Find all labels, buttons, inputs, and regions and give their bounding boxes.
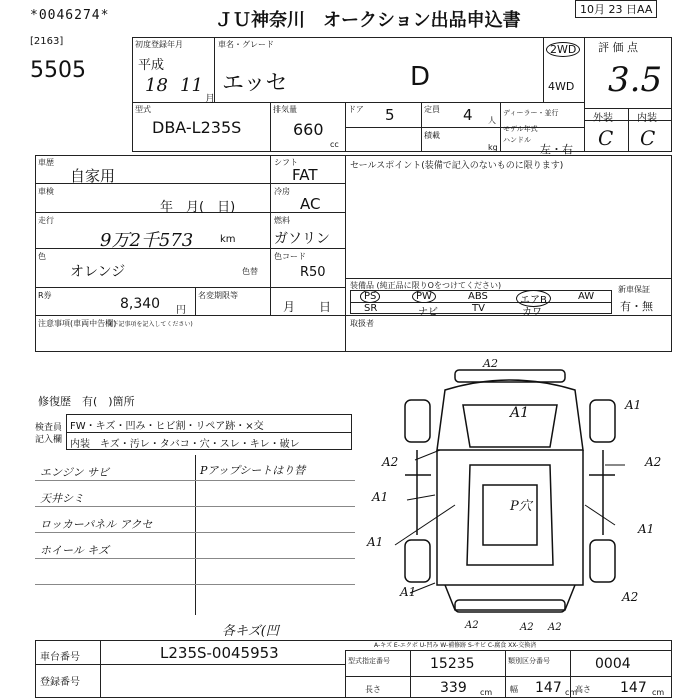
barcode-number: *0046274* (30, 8, 110, 23)
height: 147 (620, 680, 647, 696)
recycle: 8,340 (120, 296, 161, 312)
kg-unit: kg (488, 143, 498, 152)
month-unit: 月 (205, 94, 215, 105)
equip-navi: ナビ (418, 307, 438, 318)
label-color-change: 色替 (242, 267, 258, 276)
mark-right-a2: A2 (548, 622, 562, 633)
era: 平成 (138, 58, 165, 73)
owner-label: 取扱者 (350, 319, 374, 328)
equipment-label: 装備品 (純正品に限りOをつけてください) (350, 281, 502, 290)
unit-height: cm (652, 688, 665, 697)
label-name-change: 名変期限等 (198, 291, 238, 300)
equip-aw: AW (578, 291, 595, 302)
equip-ps: PS (360, 290, 380, 303)
label-exterior: 外装 (593, 113, 613, 124)
mark-roof: P穴 (510, 499, 532, 514)
label-name-grade: 車名・グレード (218, 40, 274, 49)
label-fuel: 燃料 (274, 216, 290, 225)
label-doors: ドア (348, 105, 364, 114)
equip-sr: SR (364, 303, 378, 314)
shift: FAT (292, 166, 318, 184)
mark-side-l: A1 (367, 535, 384, 549)
color: オレンジ (70, 264, 126, 280)
label-handle: ハンドル (503, 136, 531, 144)
inspection-keys-row2: 内装 キズ・汚レ・タバコ・穴・スレ・キレ・破レ (70, 439, 300, 450)
document-title: ＪＵ神奈川 オークション出品申込書 (215, 10, 521, 31)
label-seats: 定員 (424, 105, 440, 114)
diagram-bottom-note: 各キズ(凹 (222, 624, 279, 639)
remark-left-4: ホイール キズ (40, 544, 110, 557)
label-dealer: ディーラー・並行 (503, 109, 559, 117)
notes-sub: (下記事項を記入してください) (110, 321, 193, 328)
equip-pw: PW (412, 290, 436, 303)
chassis-number: L235S-0045953 (160, 644, 279, 662)
mark-left-a2: A2 (382, 455, 399, 469)
interior-grade: C (640, 126, 656, 150)
new-car-warranty: 有・無 (620, 300, 653, 313)
reg-year: 18 (145, 75, 168, 96)
label-interior: 内装 (637, 113, 657, 124)
seats-unit: 人 (488, 116, 496, 125)
color-code: R50 (300, 265, 326, 280)
class-number: 0004 (595, 656, 631, 672)
label-length: 長さ (365, 685, 381, 694)
ac: AC (300, 195, 321, 213)
inspection-keys-row1: FW・キズ・凹み・ヒビ割・リペア跡・×交 (70, 421, 264, 432)
model-code: DBA-L235S (152, 118, 242, 137)
seats: 4 (463, 106, 473, 124)
displacement: 660 (293, 120, 324, 139)
mark-bottom-r: A2 (520, 622, 534, 633)
mark-hood: A1 (510, 405, 530, 421)
mark-rear-door: A1 (638, 522, 655, 536)
label-class: 類別区分番号 (508, 657, 550, 665)
drive-4wd: 4WD (548, 80, 575, 93)
mark-top: A2 (483, 357, 498, 370)
fuel: ガソリン (274, 231, 330, 247)
drive-2wd: 2WD (546, 42, 580, 57)
remark-right-1: Pアップシートはり替 (200, 464, 306, 477)
label-cert: 型式指定番号 (348, 657, 390, 665)
yen-unit: 円 (176, 305, 186, 316)
remark-left-3: ロッカーパネル アクセ (40, 518, 153, 531)
cc-unit: cc (330, 140, 339, 149)
new-car-warranty-label: 新車保証 (618, 285, 650, 294)
equip-tv: TV (472, 303, 485, 314)
label-use: 車歴 (38, 158, 54, 167)
label-shift: シフト (274, 158, 298, 167)
mark-door: A1 (372, 490, 389, 504)
label-chassis: 車台番号 (40, 652, 80, 663)
lot-code: [2163] (30, 36, 64, 47)
label-recycle: R券 (38, 291, 52, 300)
mileage: 9万2千573 (100, 230, 194, 251)
inspection: 年 月( 日) (160, 200, 236, 215)
document-date: 10月 23 日AA (575, 0, 657, 18)
car-name: エッセ (222, 71, 288, 96)
label-first-registration: 初度登録年月 (135, 40, 183, 49)
label-ac: 冷房 (274, 187, 290, 196)
width: 147 (535, 680, 562, 696)
reg-month: 11 (180, 75, 203, 96)
entry-label: 記入欄 (35, 435, 63, 445)
label-load: 積載 (424, 131, 440, 140)
label-score: 評 価 点 (598, 41, 638, 54)
handle: 左・右 (540, 143, 573, 156)
length: 339 (440, 680, 467, 696)
label-color: 色 (38, 252, 46, 261)
repair-history: 修復歴 有( )箇所 (38, 395, 135, 408)
label-registration: 登録番号 (40, 677, 80, 688)
label-color-code: 色コード (274, 252, 306, 261)
exterior-grade: C (598, 126, 614, 150)
sales-point-label: セールスポイント(装備で記入のないものに限ります) (350, 161, 564, 171)
km-unit: km (220, 234, 236, 245)
label-model-year: モデル年式 (503, 125, 538, 133)
equip-abs: ABS (468, 291, 488, 302)
label-model: 型式 (135, 105, 151, 114)
mark-fl: A1 (625, 398, 642, 412)
damage-legend: A-キズ E-エクボ U-凹み W-補修跡 S-サビ C-腐食 XX-交換済 (374, 642, 537, 649)
car-grade: D (410, 62, 431, 92)
label-inspection: 車検 (38, 187, 54, 196)
label-mileage: 走行 (38, 216, 54, 225)
label-width: 幅 (510, 685, 518, 694)
inspector-label: 検査員 (35, 423, 63, 433)
notes-label: 注意事項(車両中告欄) (38, 319, 117, 328)
doors: 5 (385, 106, 395, 124)
mark-rear-l: A1 (400, 585, 417, 599)
name-change: 月 日 (283, 300, 332, 314)
unit-length: cm (480, 688, 493, 697)
remark-left-2: 天井シミ (40, 492, 84, 505)
lot-number: 5505 (30, 58, 86, 83)
mark-fender: A2 (645, 455, 662, 469)
equip-airbag: エアB (516, 290, 551, 307)
car-damage-diagram (345, 355, 675, 625)
remark-left-1: エンジン サビ (40, 466, 109, 479)
mark-bottom-l: A2 (465, 620, 479, 631)
cert-number: 15235 (430, 656, 475, 672)
equip-leather: カワ (522, 307, 542, 318)
score: 3.5 (608, 60, 663, 100)
label-displacement: 排気量 (273, 105, 297, 114)
mark-rr: A2 (622, 590, 639, 604)
label-height: 高さ (575, 685, 591, 694)
use: 自家用 (70, 167, 116, 185)
unit-width: cm (565, 688, 578, 697)
